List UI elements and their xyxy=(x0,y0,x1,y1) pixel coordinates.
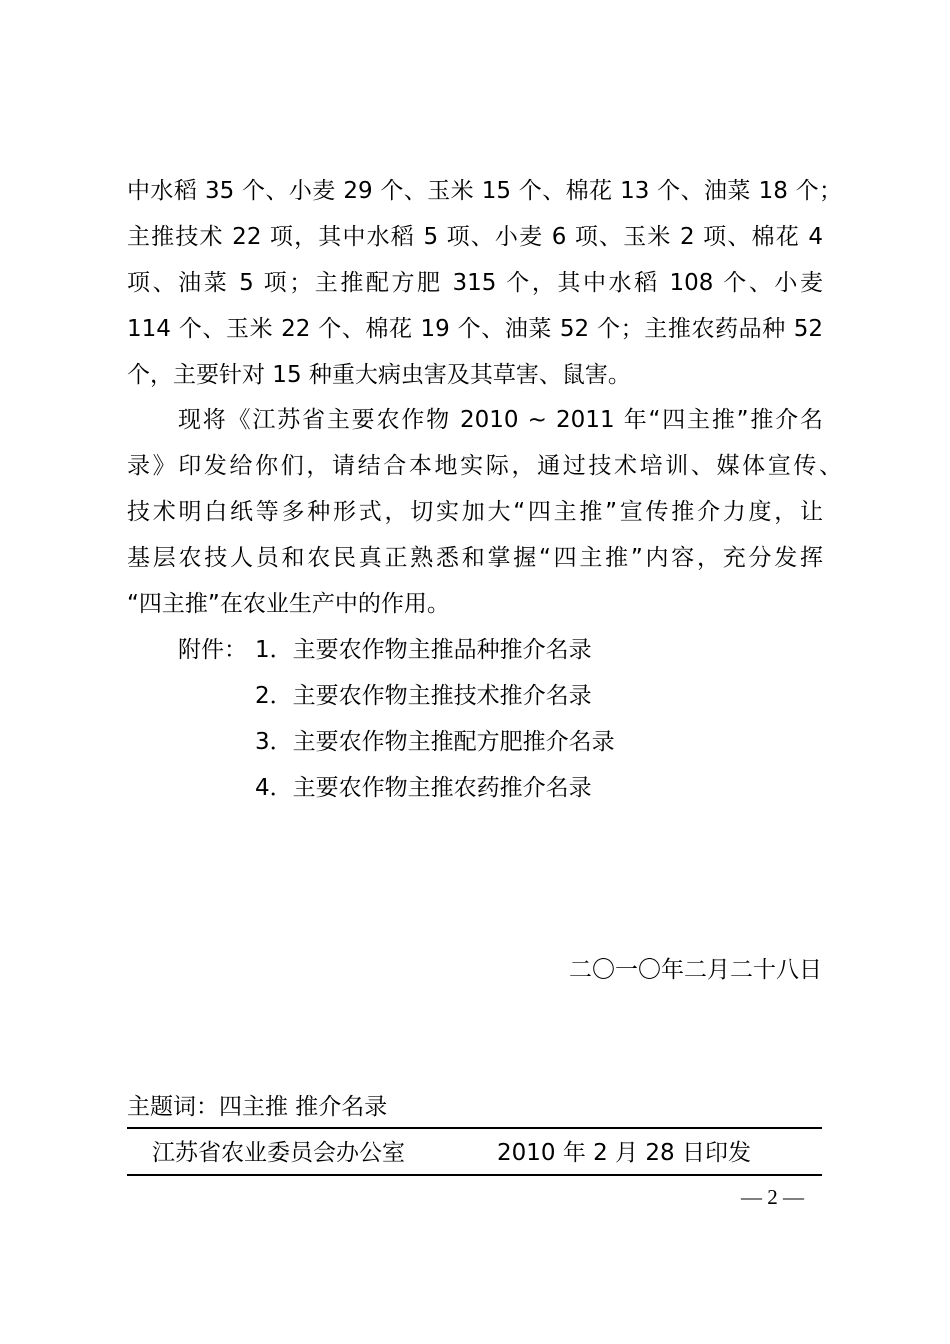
body-line: 基层农技人员和农民真正熟悉和掌握“四主推”内容，充分发挥 xyxy=(127,545,823,571)
attachment-item: 2．主要农作物主推技术推介名录 xyxy=(255,683,592,709)
top-rule xyxy=(127,1127,822,1129)
body-line: 中水稻 35 个、小麦 29 个、玉米 15 个、棉花 13 个、油菜 18 个； xyxy=(127,178,842,204)
bottom-rule xyxy=(127,1174,822,1176)
body-line: 录》印发给你们，请结合本地实际，通过技术培训、媒体宣传、 xyxy=(127,453,842,479)
attachment-item: 4．主要农作物主推农药推介名录 xyxy=(255,775,592,801)
body-line: 技术明白纸等多种形式，切实加大“四主推”宣传推介力度，让 xyxy=(127,499,823,525)
issue-date: 2010 年 2 月 28 日印发 xyxy=(497,1140,751,1166)
attachments-label: 附件： xyxy=(178,637,247,663)
body-line: 主推技术 22 项，其中水稻 5 项、小麦 6 项、玉米 2 项、棉花 4 xyxy=(127,224,823,250)
body-line: 项、油菜 5 项；主推配方肥 315 个，其中水稻 108 个、小麦 xyxy=(127,270,823,296)
issuing-office: 江苏省农业委员会办公室 xyxy=(152,1140,405,1166)
subject-keywords: 主题词：四主推 推介名录 xyxy=(127,1094,388,1120)
document-date: 二〇一〇年二月二十八日 xyxy=(569,957,822,983)
body-line: 114 个、玉米 22 个、棉花 19 个、油菜 52 个；主推农药品种 52 xyxy=(127,316,823,342)
attachment-item: 3．主要农作物主推配方肥推介名录 xyxy=(255,729,615,755)
body-line: 现将《江苏省主要农作物 2010 ~ 2011 年“四主推”推介名 xyxy=(178,407,823,433)
body-line: 个，主要针对 15 种重大病虫害及其草害、鼠害。 xyxy=(127,362,631,388)
body-line: “四主推”在农业生产中的作用。 xyxy=(127,591,450,617)
page-number: — 2 — xyxy=(741,1185,804,1209)
attachment-item: 1．主要农作物主推品种推介名录 xyxy=(255,637,592,663)
